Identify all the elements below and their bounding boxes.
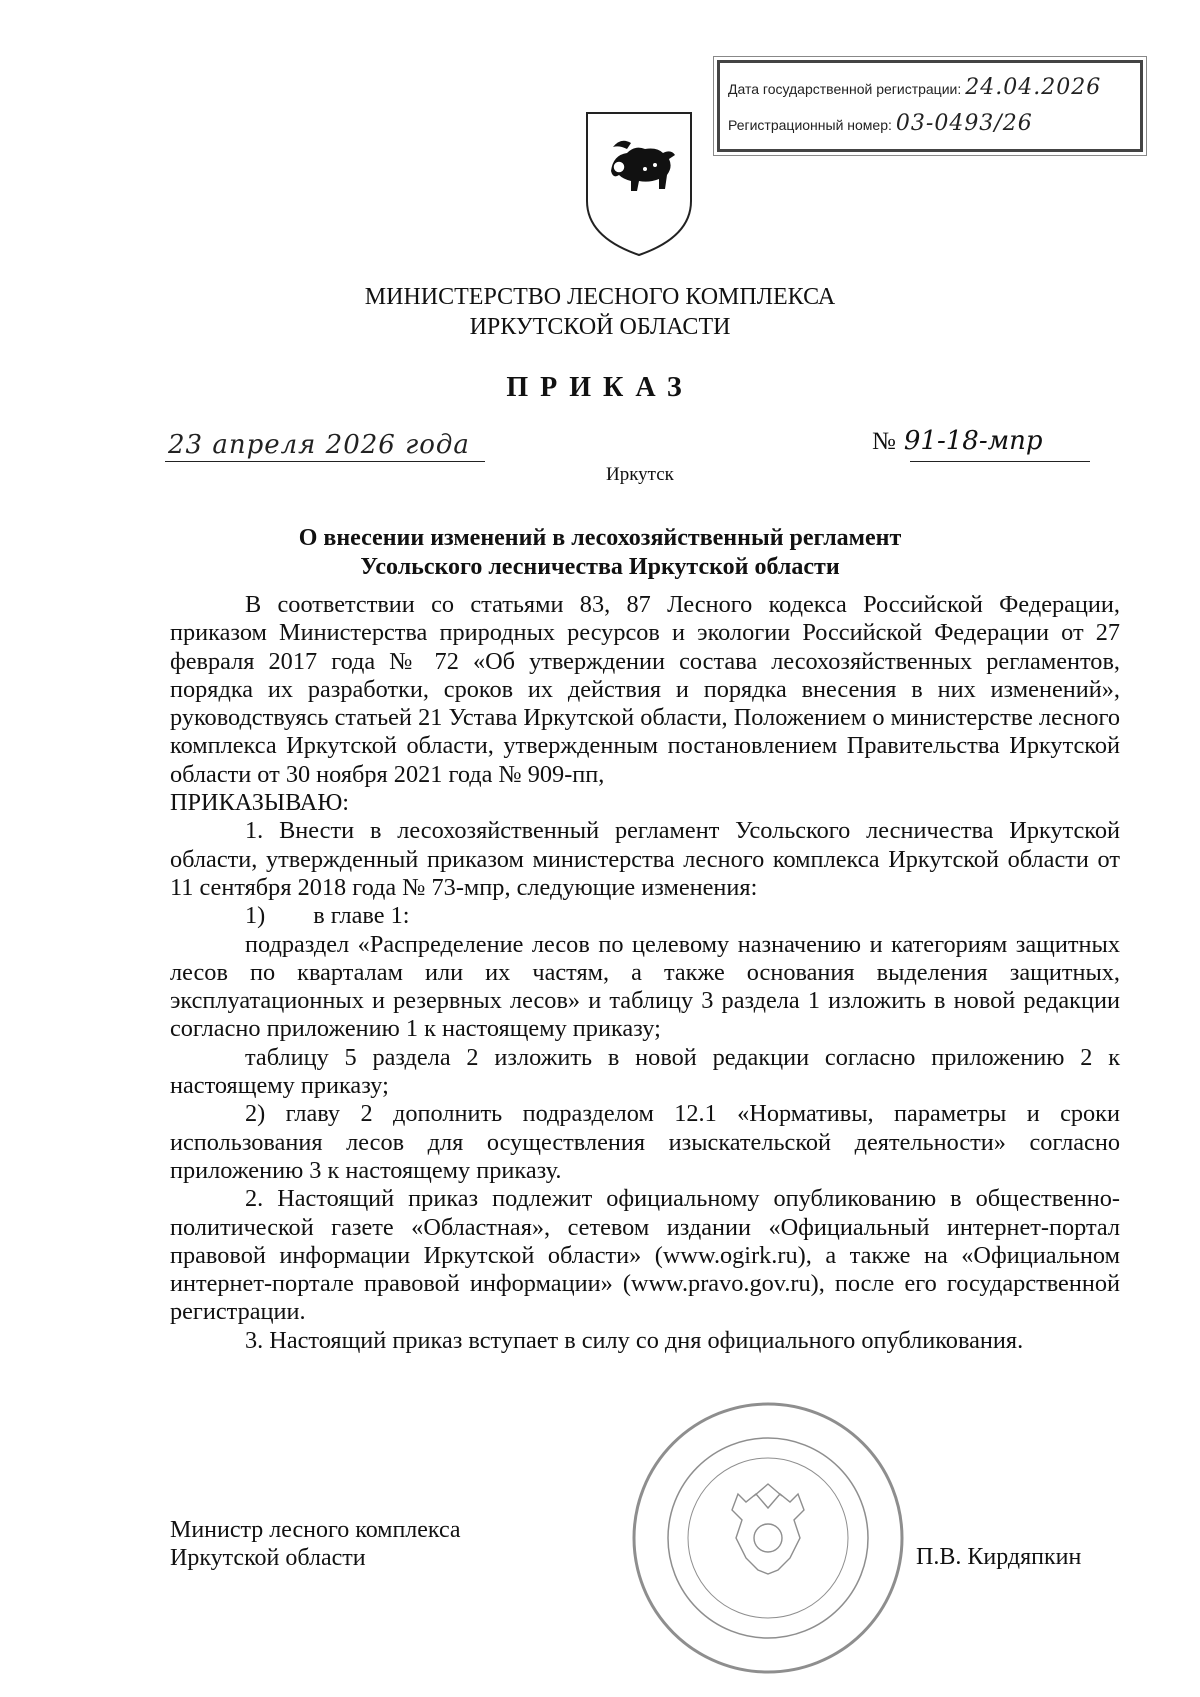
signer-position-line1: Министр лесного комплекса (170, 1517, 461, 1543)
official-seal-icon (628, 1398, 908, 1678)
registration-date-value: 24.04.2026 (965, 75, 1102, 100)
order-number-handwritten: 91-18-мпр (903, 426, 1043, 456)
preamble-paragraph: В соответствии со статьями 83, 87 Лесного кодекса Российской Федерации, приказом Министерства природных ресурсов и экологии Российской Федерации от 27 февраля 2017 года № 72 «Об утверждении состава лесохозяйственных регламентов, порядка их разработки, сроков их действия и порядка внесения в них изменений», руководствуясь статьей 21 Устава Иркутской области, Положением о министерстве лесного комплекса Иркутской области, утвержденным постановлением Правительства Иркутской области от 30 ноября 2021 года № 909-пп, (170, 591, 1120, 788)
item-2-paragraph: 2. Настоящий приказ подлежит официальному опубликованию в общественно-политической газете «Областная», сетевом издании «Официальный интернет-портал правовой информации Иркутской области» (www.ogirk.ru), а также на «Официальном интернет-портале правовой информации» (www.pravo.gov.ru), после его государственной регистрации. (170, 1185, 1120, 1326)
coat-of-arms-icon (583, 109, 695, 259)
ministry-name-line2: ИРКУТСКОЙ ОБЛАСТИ (469, 314, 731, 340)
item-3-paragraph: 3. Настоящий приказ вступает в силу со дня официального опубликования. (245, 1326, 1024, 1354)
registration-date-label: Дата государственной регистрации: (728, 81, 962, 97)
subitem-2-paragraph: 2) главу 2 дополнить подразделом 12.1 «Нормативы, параметры и сроки использования лесов для осуществления изыскательской деятельности» согласно приложению 3 к настоящему приказу. (170, 1100, 1120, 1184)
order-number-underline (910, 461, 1090, 462)
registration-stamp (717, 60, 1143, 152)
order-body (170, 591, 1120, 1355)
order-date-underline (165, 461, 485, 462)
subitem-1-paragraph-2: таблицу 5 раздела 2 изложить в новой редакции согласно приложению 2 к настоящему приказу; (170, 1043, 1120, 1100)
order-date-handwritten: 23 апреля 2026 года (168, 430, 470, 460)
subitem-1-paragraph-1: подраздел «Распределение лесов по целевому назначению и категориям защитных лесов по кварталам или их частям, а также основания выделения защитных, эксплуатационных и резервных лесов» и таблицу 3 раздела 1 изложить в новой редакции согласно приложению 1 к настоящему приказу; (170, 930, 1120, 1043)
order-word: ПРИКАЗЫВАЮ: (170, 789, 350, 817)
document-type-title: ПРИКАЗ (506, 372, 694, 403)
ministry-name (0, 282, 1200, 342)
registration-date-row (728, 75, 1101, 100)
subitem-1-number: 1) (245, 902, 266, 930)
ministry-name-line1: МИНИСТЕРСТВО ЛЕСНОГО КОМПЛЕКСА (364, 284, 836, 310)
order-number (872, 426, 1043, 456)
signer-name: П.В. Кирдяпкин (916, 1544, 1082, 1570)
registration-number-row (728, 111, 1033, 136)
item-1-paragraph: 1. Внести в лесохозяйственный регламент Усольского лесничества Иркутской области, утвержденный приказом министерства лесного комплекса Иркутской области от 11 сентября 2018 года № 73-мпр, следующие изменения: (170, 817, 1120, 901)
registration-number-value: 03-0493/26 (895, 111, 1033, 136)
city-name: Иркутск (606, 464, 674, 485)
order-number-sign: № (872, 428, 896, 455)
order-subject (0, 524, 1200, 582)
order-subject-line2: Усольского лесничества Иркутской области (360, 554, 840, 580)
signer-position-line2: Иркутской области (170, 1545, 366, 1571)
registration-number-label: Регистрационный номер: (728, 117, 892, 133)
order-subject-line1: О внесении изменений в лесохозяйственный регламент (298, 525, 902, 551)
signer-position (170, 1516, 461, 1572)
subitem-1-heading (170, 902, 1120, 930)
subitem-1-text: в главе 1: (313, 902, 410, 930)
